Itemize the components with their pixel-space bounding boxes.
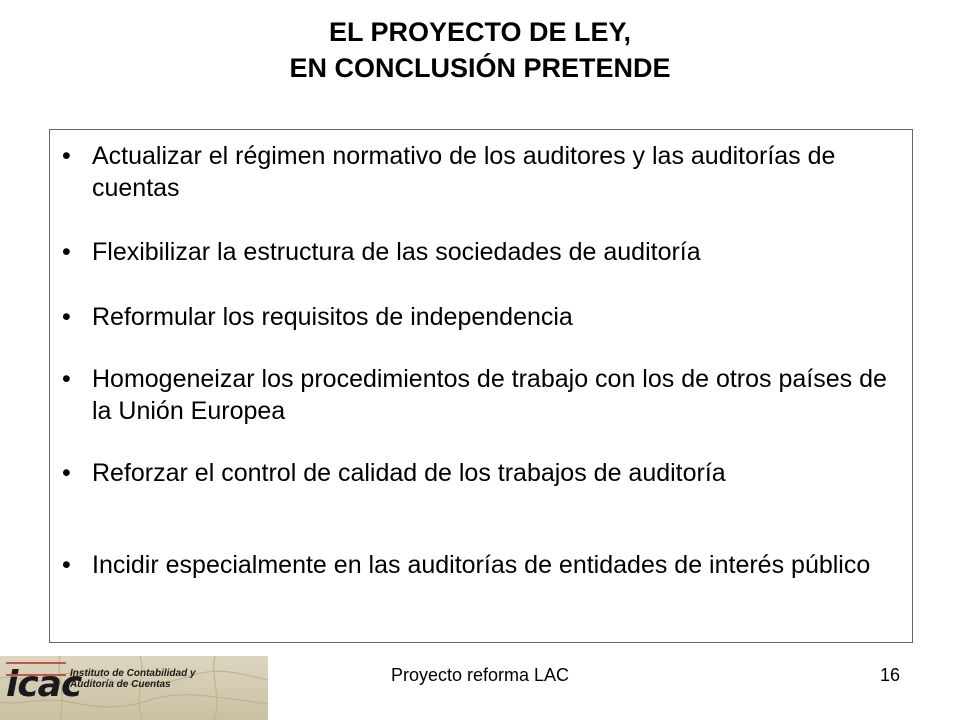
content-box (49, 129, 913, 643)
slide-number: 16 (879, 665, 900, 685)
slide-title-line-2: EN CONCLUSIÓN PRETENDE (289, 53, 671, 83)
bullet-text: Homogeneizar los procedimientos de trabajo con los de otros países de la Unión Europea (92, 365, 887, 425)
logo-wordmark: icac (6, 664, 82, 705)
bullet-item (62, 363, 892, 427)
logo-name-line-1: Instituto de Contabilidad y (70, 668, 196, 679)
bullet-dot: • (62, 459, 71, 487)
footer-text: Proyecto reforma LAC (390, 665, 570, 685)
slide-title-line-1: EL PROYECTO DE LEY, (328, 17, 632, 47)
bullet-dot: • (62, 551, 71, 579)
bullet-text: Reformular los requisitos de independencia (92, 303, 573, 331)
bullet-dot: • (62, 365, 71, 393)
bullet-text: Reforzar el control de calidad de los trabajos de auditoría (92, 459, 726, 487)
logo-name-line-2: Auditoría de Cuentas (70, 679, 171, 690)
bullet-item (62, 457, 892, 489)
bullet-text: Actualizar el régimen normativo de los auditores y las auditorías de cuentas (92, 142, 836, 202)
icac-logo (0, 656, 268, 720)
bullet-dot: • (62, 238, 71, 266)
bullet-item (62, 140, 892, 204)
bullet-dot: • (62, 303, 71, 331)
bullet-text: Incidir especialmente en las auditorías de entidades de interés público (92, 551, 871, 579)
bullet-dot: • (62, 142, 71, 170)
bullet-item (62, 549, 892, 581)
logo-institution-name (70, 668, 200, 690)
bullet-text: Flexibilizar la estructura de las sociedades de auditoría (92, 238, 701, 266)
slide-title (0, 14, 960, 86)
bullet-item (62, 236, 892, 268)
bullet-item (62, 301, 892, 333)
